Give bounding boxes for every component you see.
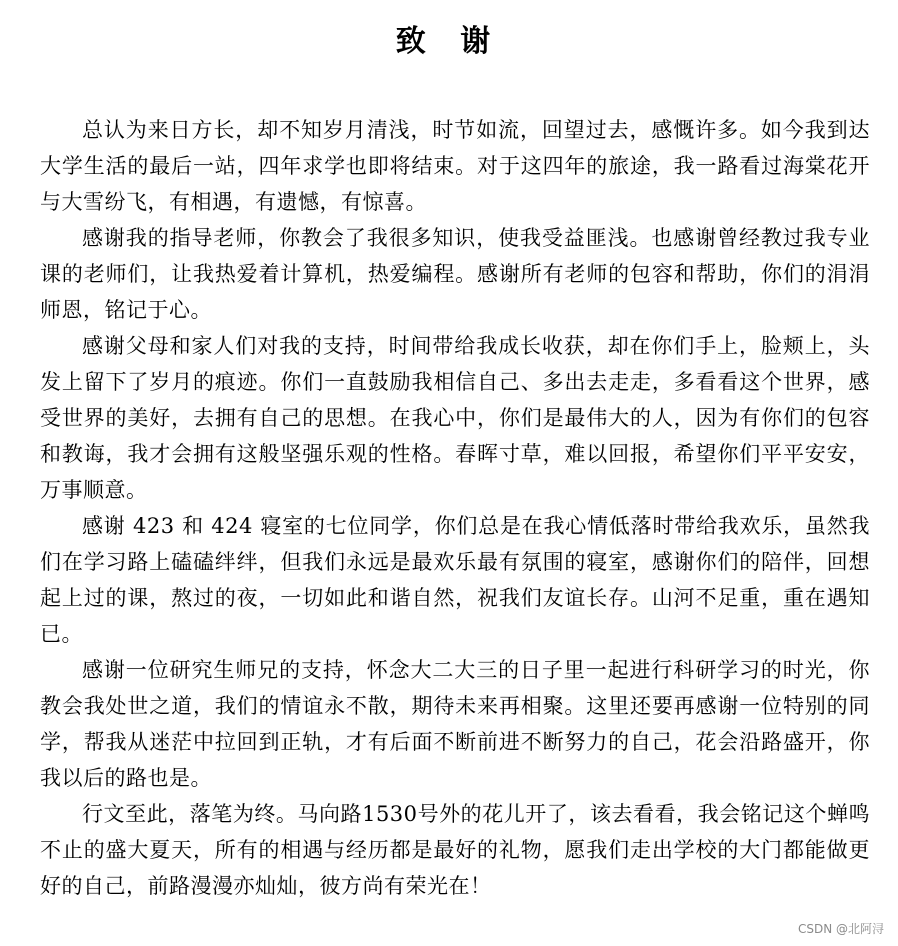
paragraph-family: 感谢父母和家人们对我的支持，时间带给我成长收获，却在你们手上，脸颊上，头发上留下了岁月的痕迹。你们一直鼓励我相信自己、多出去走走，多看看这个世界，感受世界的美好，去拥有自己的思想。在我心中，你们是最伟大的人，因为有你们的包容和教诲，我才会拥有这般坚强乐观的性格。春晖寸草，难以回报，希望你们平平安安，万事顺意。 xyxy=(40,334,870,502)
page-title: 致 谢 xyxy=(395,24,503,59)
paragraph-closing: 行文至此，落笔为终。马向路1530号外的花儿开了，该去看看，我会铭记这个蝉鸣不止的盛大夏天，所有的相遇与经历都是最好的礼物，愿我们走出学校的大门都能做更好的自己，前路漫漫亦灿灿，彼方尚有荣光在！ xyxy=(40,802,870,898)
paragraph-roommates: 感谢 423 和 424 寝室的七位同学，你们总是在我心情低落时带给我欢乐，虽然我们在学习路上磕磕绊绊，但我们永远是最欢乐最有氛围的寝室，感谢你们的陪伴，回想起上过的课，熬过的夜，一切如此和谐自然，祝我们友谊长存。山河不足重，重在遇知已。 xyxy=(40,514,870,646)
paragraph-intro: 总认为来日方长，却不知岁月清浅，时节如流，回望过去，感慨许多。如今我到达大学生活的最后一站，四年求学也即将结束。对于这四年的旅途，我一路看过海棠花开与大雪纷飞，有相遇，有遗憾，有惊喜。 xyxy=(40,118,870,214)
csdn-watermark: CSDN @北阿浔 xyxy=(797,922,884,936)
acknowledgement-body xyxy=(40,112,870,904)
paragraph-senior: 感谢一位研究生师兄的支持，怀念大二大三的日子里一起进行科研学习的时光，你教会我处世之道，我们的情谊永不散，期待未来再相聚。这里还要再感谢一位特别的同学，帮我从迷茫中拉回到正轨，才有后面不断前进不断努力的自己，花会沿路盛开，你我以后的路也是。 xyxy=(40,658,870,790)
paragraph-teachers: 感谢我的指导老师，你教会了我很多知识，使我受益匪浅。也感谢曾经教过我专业课的老师们，让我热爱着计算机，热爱编程。感谢所有老师的包容和帮助，你们的涓涓师恩，铭记于心。 xyxy=(40,226,870,322)
